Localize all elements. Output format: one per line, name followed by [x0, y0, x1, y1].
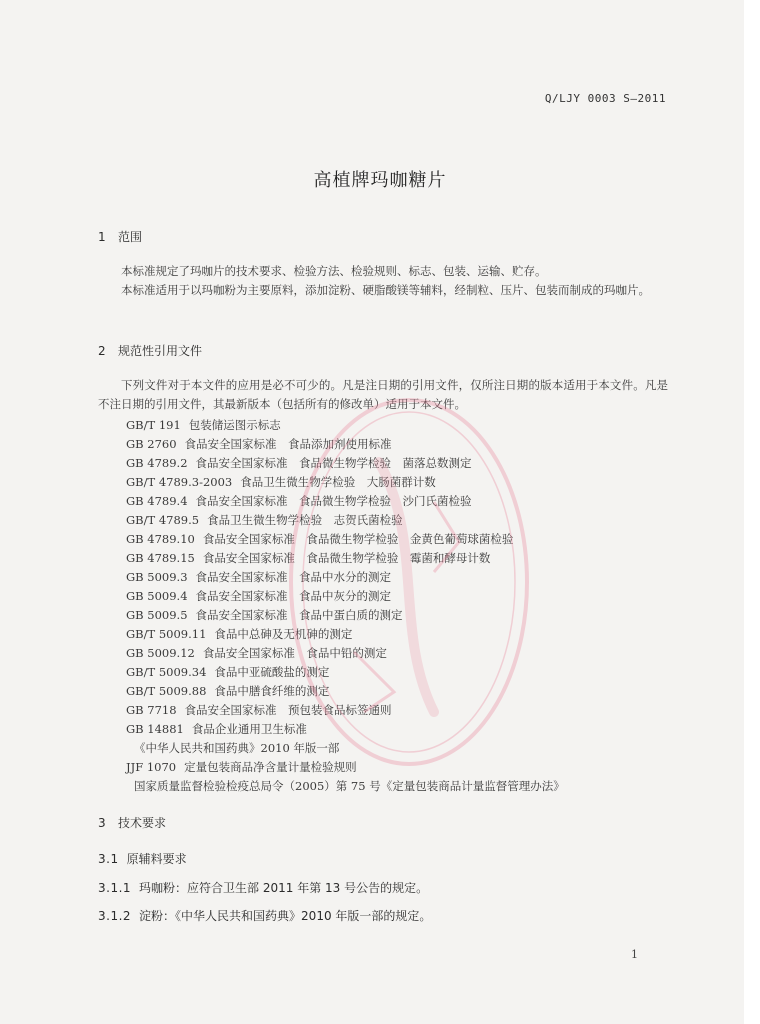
- reference-title: 食品企业通用卫生标准: [191, 722, 307, 736]
- section-title: 规范性引用文件: [118, 344, 203, 358]
- section-number: 1: [98, 230, 106, 244]
- reference-item: [126, 739, 565, 758]
- reference-code: GB 5009.12: [126, 646, 195, 660]
- reference-item: [126, 606, 565, 625]
- reference-title: 食品安全国家标准 食品微生物学检验 沙门氏菌检验: [195, 494, 472, 508]
- reference-code: GB 4789.10: [126, 532, 195, 546]
- reference-title: 食品中亚硫酸盐的测定: [214, 665, 330, 679]
- reference-title: 食品安全国家标准 食品中水分的测定: [195, 570, 392, 584]
- reference-item: [126, 568, 565, 587]
- reference-item: [126, 454, 565, 473]
- reference-code: GB 4789.2: [126, 456, 188, 470]
- reference-item: [126, 644, 565, 663]
- document-code: Q/LJY 0003 S—2011: [544, 92, 666, 105]
- reference-code: GB 5009.4: [126, 589, 188, 603]
- clause-text: 淀粉：《中华人民共和国药典》2010 年版一部的规定。: [139, 909, 432, 923]
- reference-title: 食品中总砷及无机砷的测定: [214, 627, 353, 641]
- reference-item: [126, 549, 565, 568]
- reference-list: [126, 416, 565, 796]
- subsection-number: 3.1: [98, 852, 119, 866]
- reference-code: GB/T 5009.11: [126, 627, 207, 641]
- page-number: 1: [631, 948, 638, 961]
- subsection-3-1-heading: [98, 850, 187, 867]
- section-2-heading: [98, 342, 202, 359]
- reference-title: 食品安全国家标准 食品微生物学检验 菌落总数测定: [195, 456, 472, 470]
- reference-code: GB/T 5009.88: [126, 684, 207, 698]
- section-1-paragraph-1: 本标准规定了玛咖片的技术要求、检验方法、检验规则、标志、包装、运输、贮存。: [121, 264, 547, 278]
- reference-item: [126, 701, 565, 720]
- clause-number: 3.1.1: [98, 881, 132, 895]
- scan-margin: [744, 0, 760, 1024]
- reference-item: [126, 492, 565, 511]
- reference-code: GB/T 4789.3-2003: [126, 475, 233, 489]
- section-number: 2: [98, 344, 106, 358]
- reference-title: 食品安全国家标准 食品微生物学检验 霉菌和酵母计数: [202, 551, 491, 565]
- subsection-title: 原辅料要求: [126, 852, 187, 866]
- reference-code: GB 7718: [126, 703, 177, 717]
- section-1-paragraph-2: 本标准适用于以玛咖粉为主要原料，添加淀粉、硬脂酸镁等辅料，经制粒、压片、包装而制成的玛咖片。: [121, 283, 650, 297]
- reference-item: [126, 530, 565, 549]
- reference-title: 食品卫生微生物学检验 志贺氏菌检验: [207, 513, 403, 527]
- reference-title: 食品卫生微生物学检验 大肠菌群计数: [240, 475, 436, 489]
- reference-title: 食品安全国家标准 食品中铅的测定: [202, 646, 387, 660]
- section-2-intro: 下列文件对于本文件的应用是必不可少的。凡是注日期的引用文件，仅所注日期的版本适用于本文件。凡是不注日期的引用文件，其最新版本（包括所有的修改单）适用于本文件。: [98, 378, 668, 411]
- reference-title: 食品安全国家标准 食品微生物学检验 金黄色葡萄球菌检验: [202, 532, 514, 546]
- reference-item: [126, 682, 565, 701]
- reference-code: GB 14881: [126, 722, 184, 736]
- reference-item: [126, 473, 565, 492]
- section-title: 范围: [118, 230, 143, 244]
- reference-title: 《中华人民共和国药典》2010 年版一部: [134, 741, 340, 755]
- reference-code: GB 5009.5: [126, 608, 188, 622]
- section-title: 技术要求: [118, 816, 167, 830]
- reference-item: [126, 777, 565, 796]
- clause-3-1-1: [98, 879, 428, 896]
- reference-code: JJF 1070: [126, 760, 177, 774]
- clause-text: 玛咖粉：应符合卫生部 2011 年第 13 号公告的规定。: [139, 881, 429, 895]
- reference-item: [126, 511, 565, 530]
- reference-code: GB/T 5009.34: [126, 665, 207, 679]
- reference-title: 食品中膳食纤维的测定: [214, 684, 330, 698]
- reference-title: 食品安全国家标准 预包装食品标签通则: [184, 703, 392, 717]
- reference-code: GB 5009.3: [126, 570, 188, 584]
- reference-item: [126, 587, 565, 606]
- clause-number: 3.1.2: [98, 909, 132, 923]
- reference-item: [126, 435, 565, 454]
- section-number: 3: [98, 816, 106, 830]
- reference-item: [126, 625, 565, 644]
- reference-item: [126, 720, 565, 739]
- reference-code: GB/T 4789.5: [126, 513, 200, 527]
- reference-title: 包装储运图示标志: [188, 418, 281, 432]
- reference-title: 食品安全国家标准 食品中蛋白质的测定: [195, 608, 403, 622]
- reference-code: GB 4789.15: [126, 551, 195, 565]
- reference-code: GB 2760: [126, 437, 177, 451]
- reference-item: [126, 758, 565, 777]
- reference-item: [126, 663, 565, 682]
- reference-title: 定量包装商品净含量计量检验规则: [184, 760, 357, 774]
- reference-item: [126, 416, 565, 435]
- document-title: 高植牌玛咖糖片: [313, 170, 447, 191]
- section-3-heading: [98, 814, 166, 831]
- reference-code: GB/T 191: [126, 418, 181, 432]
- reference-code: GB 4789.4: [126, 494, 188, 508]
- reference-title: 国家质量监督检验检疫总局令（2005）第 75 号《定量包装商品计量监督管理办法》: [134, 779, 565, 793]
- reference-title: 食品安全国家标准 食品添加剂使用标准: [184, 437, 392, 451]
- reference-title: 食品安全国家标准 食品中灰分的测定: [195, 589, 392, 603]
- section-1-heading: [98, 228, 142, 245]
- clause-3-1-2: [98, 907, 431, 924]
